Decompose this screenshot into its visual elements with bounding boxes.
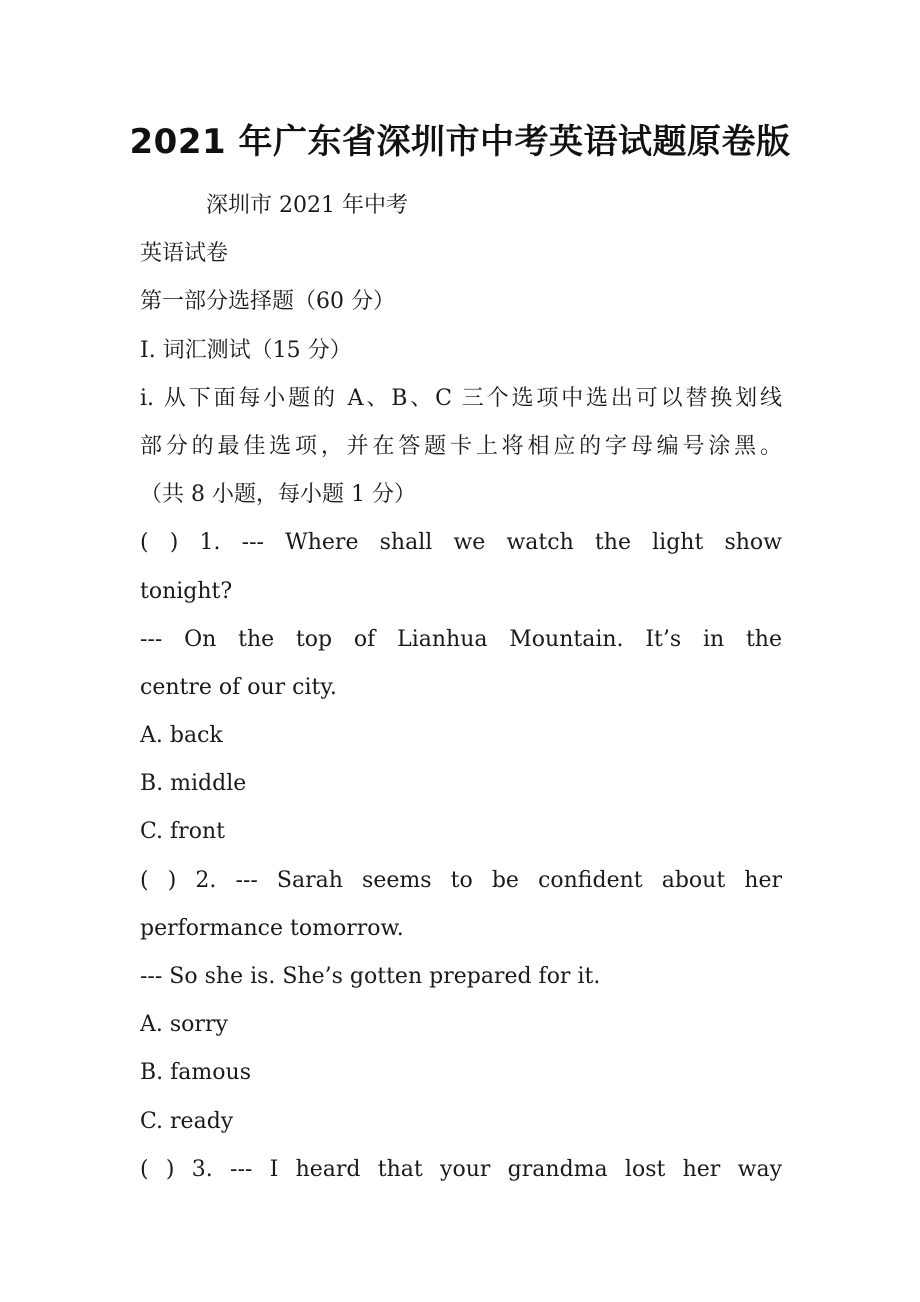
text-line: ( ) 2. --- Sarah seems to be confident about her	[140, 867, 782, 893]
text-line: --- On the top of Lianhua Mountain. It’s in the	[140, 626, 782, 652]
document-title: 2021 年广东省深圳市中考英语试题原卷版	[129, 122, 791, 162]
text-line: ( ) 1. --- Where shall we watch the light show	[140, 530, 782, 556]
document-body	[140, 182, 782, 1194]
text-line: B. middle	[140, 771, 247, 797]
text-line: C. front	[140, 819, 225, 845]
text-line: ( ) 3. --- I heard that your grandma lost her way	[140, 1156, 782, 1182]
text-line: --- So she is. She’s gotten prepared for it.	[140, 964, 601, 989]
text-line: 部分的最佳选项，并在答题卡上将相应的字母编号涂黑。	[140, 433, 782, 459]
text-line: i. 从下面每小题的 A、B、C 三个选项中选出可以替换划线	[140, 385, 782, 411]
text-line: tonight?	[140, 578, 233, 604]
text-line: A. back	[140, 723, 223, 749]
text-line: 深圳市 2021 年中考	[206, 193, 408, 218]
text-line: performance tomorrow.	[140, 915, 404, 941]
text-line: C. ready	[140, 1108, 234, 1134]
text-line: 英语试卷	[140, 241, 229, 267]
text-line: 第一部分选择题（60 分）	[140, 289, 395, 315]
text-line: （共 8 小题，每小题 1 分）	[140, 482, 416, 508]
text-line: I. 词汇测试（15 分）	[140, 337, 352, 363]
text-line: centre of our city.	[140, 674, 337, 700]
text-line: B. famous	[140, 1060, 251, 1086]
text-line: A. sorry	[140, 1012, 228, 1038]
